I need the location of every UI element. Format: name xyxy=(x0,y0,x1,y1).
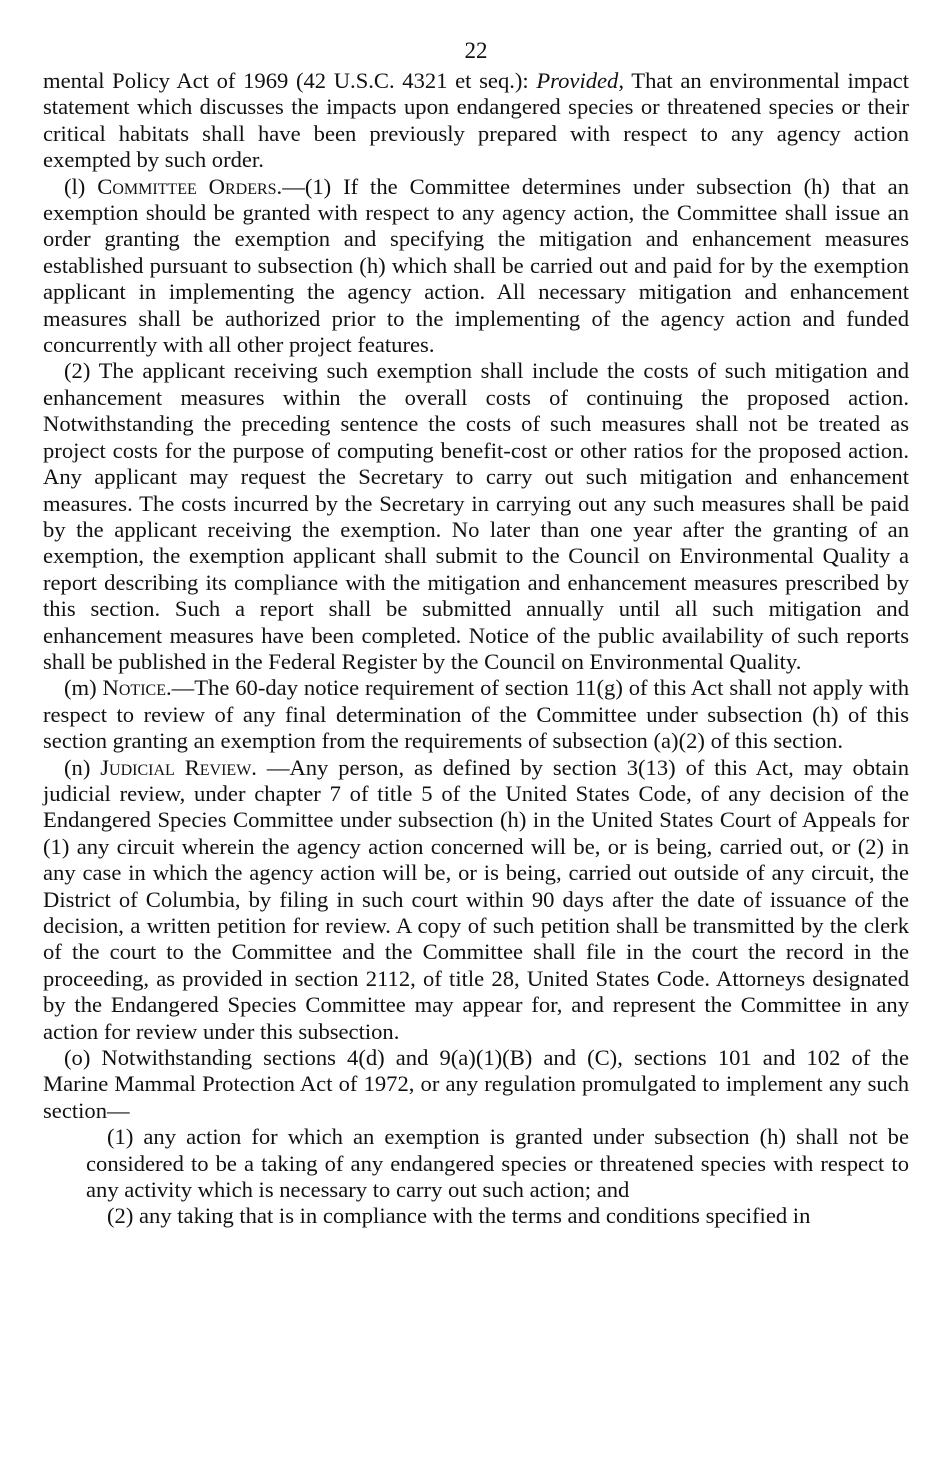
paragraph-label: (m) xyxy=(64,675,103,701)
paragraph-text: (2) any taking that is in compliance with the terms and conditions specified in xyxy=(107,1203,811,1229)
page-number: 22 xyxy=(464,38,488,63)
paragraph-notice xyxy=(43,675,909,754)
paragraph-continuation xyxy=(43,68,909,174)
section-heading: Committee Orders. xyxy=(97,173,283,199)
clause-2 xyxy=(86,1203,909,1229)
section-heading: Notice. xyxy=(102,675,172,701)
paragraph-applicant-costs xyxy=(43,358,909,675)
paragraph-label: (n) xyxy=(64,754,101,780)
paragraph-text: —(1) If the Committee determines under subsection (h) that an exemption should be granted with respect to any agency action, the Committee shall issue an order granting the exemption and specifying the mitigation and enhancement measures established pursuant to subsection (h) which shall be carried out and paid for by the exemption applicant in implementing the agency action. All necessary mitigation and enhancement measures shall be authorized prior to the implementing of the agency action and funded concurrently with all other project features. xyxy=(43,173,909,358)
paragraph-committee-orders xyxy=(43,174,909,359)
paragraph-text: (2) The applicant receiving such exemption shall include the costs of such mitigation and enhancement measures within the overall costs of continuing the proposed action. Notwithstanding the preceding sentence the costs of such measures shall not be treated as project costs for the purpose of computing benefit-cost or other ratios for the proposed action. Any applicant may request the Secretary to carry out such mitigation and enhancement measures. The costs incurred by the Secretary in carrying out any such measures shall be paid by the applicant receiving the exemption. No later than one year after the granting of an exemption, the exemption applicant shall submit to the Council on Environmental Quality a report describing its compliance with the mitigation and enhancement measures prescribed by this section. Such a report shall be submitted annually until all such mitigation and enhancement measures have been completed. Notice of the public availability of such reports shall be published in the Federal Register by the Council on Environmental Quality. xyxy=(43,358,909,674)
document-page xyxy=(43,38,909,1230)
paragraph-text: mental Policy Act of 1969 (42 U.S.C. 4321 et seq.): xyxy=(43,68,537,93)
paragraph-judicial-review xyxy=(43,755,909,1045)
paragraph-text: (o) Notwithstanding sections 4(d) and 9(a)(1)(B) and (C), sections 101 and 102 of the Marine Mammal Protection Act of 1972, or any regulation promulgated to implement any such section— xyxy=(43,1045,909,1123)
paragraph-text: —Any person, as defined by section 3(13) of this Act, may obtain judicial review, under chapter 7 of title 5 of the United States Code, of any decision of the Endangered Species Committee under subsection (h) in the United States Court of Appeals for (1) any circuit wherein the agency action concerned will be, or is being, carried out, or (2) in any case in which the agency action will be, or is being, carried out outside of any circuit, the District of Columbia, by filing in such court within 90 days after the date of issuance of the decision, a written petition for review. A copy of such petition shall be transmitted by the clerk of the court to the Committee and the Committee shall file in the court the record in the proceeding, as provided in section 2112, of title 28, United States Code. Attorneys designated by the Endangered Species Committee may appear for, and represent the Committee in any action for review under this subsection. xyxy=(43,754,909,1044)
paragraph-notwithstanding xyxy=(43,1045,909,1124)
paragraph-label: (l) xyxy=(64,173,98,199)
paragraph-text: (1) any action for which an exemption is granted under subsection (h) shall not be considered to be a taking of any endangered species or threatened species with respect to any activity which is necessary to carry out such action; and xyxy=(86,1124,909,1203)
clause-1 xyxy=(86,1124,909,1203)
paragraph-text: That an environmental impact statement which discusses the impacts upon endangered species or threatened species or their critical habitats shall have been previously prepared with respect to any agency action exempted by such order. xyxy=(43,68,909,173)
provided-italic: Provided, xyxy=(536,68,625,93)
paragraph-text: —The 60-day notice requirement of section 11(g) of this Act shall not apply with respect to review of any final determination of the Committee under subsection (h) of this section granting an exemption from the requirements of subsection (a)(2) of this section. xyxy=(43,675,909,754)
section-heading: Judicial Review. xyxy=(100,754,257,780)
